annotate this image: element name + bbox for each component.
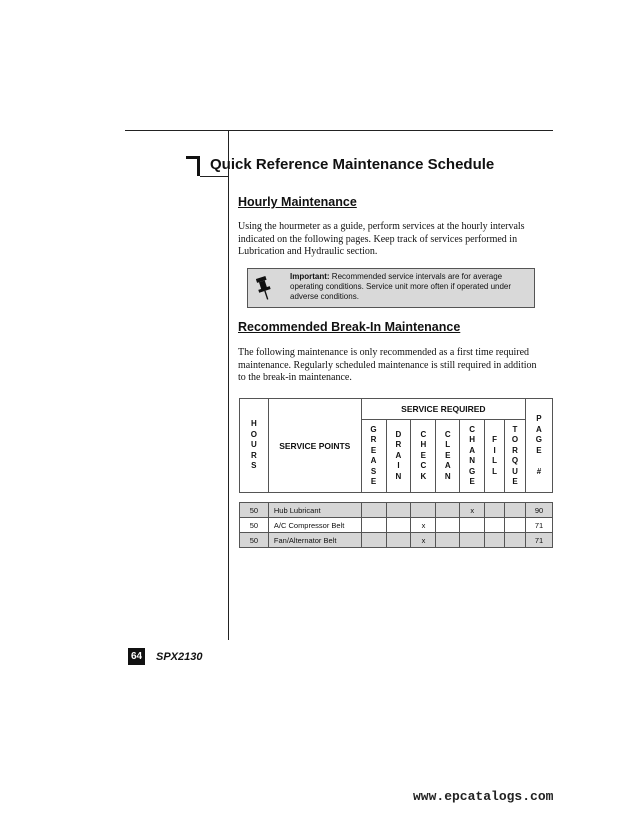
row-mark: x — [460, 503, 485, 518]
breakin-line-3: to the break-in maintenance. — [238, 372, 352, 383]
service-points-header: SERVICE POINTS — [268, 399, 361, 493]
page-number-badge: 64 — [128, 648, 145, 665]
table-row — [240, 503, 553, 518]
col-grease: G R E A S E — [361, 420, 386, 493]
col-drain: D R A I N — [386, 420, 411, 493]
row-mark: x — [411, 518, 436, 533]
important-text-2: operating conditions. Service unit more often if operated under — [290, 282, 512, 291]
breakin-heading: Recommended Break-In Maintenance — [238, 320, 461, 334]
hourly-line-3: Lubrication and Hydraulic section. — [238, 246, 378, 257]
watermark-url: www.epcatalogs.com — [413, 789, 554, 804]
row-mark — [485, 533, 505, 548]
row-mark — [460, 533, 485, 548]
hourly-paragraph — [238, 221, 538, 259]
important-text — [290, 272, 530, 302]
service-required-header: SERVICE REQUIRED — [361, 399, 525, 420]
row-service-point: Fan/Alternator Belt — [268, 533, 361, 548]
breakin-paragraph — [238, 347, 538, 385]
breakin-line-1: The following maintenance is only recommended as a first time required — [238, 347, 530, 358]
row-mark — [361, 533, 386, 548]
row-mark — [386, 533, 411, 548]
row-mark — [505, 503, 526, 518]
col-clean: C L E A N — [436, 420, 460, 493]
row-mark — [386, 518, 411, 533]
table-row — [240, 518, 553, 533]
important-label: Important: — [290, 272, 330, 281]
title-underline — [200, 176, 228, 177]
col-torque: T O R Q U E — [505, 420, 526, 493]
row-mark — [361, 518, 386, 533]
page-label: P A G E — [535, 414, 543, 455]
row-mark — [485, 518, 505, 533]
page-header — [526, 399, 553, 493]
row-mark — [436, 518, 460, 533]
table-spacer — [240, 493, 553, 503]
col-fill: F I L L — [485, 420, 505, 493]
row-mark — [505, 533, 526, 548]
row-mark: x — [411, 533, 436, 548]
row-hours: 50 — [240, 518, 269, 533]
hourly-line-1: Using the hourmeter as a guide, perform services at the hourly intervals — [238, 221, 525, 232]
row-mark — [485, 503, 505, 518]
title-bracket — [186, 156, 200, 176]
row-mark — [436, 533, 460, 548]
important-note — [247, 268, 535, 308]
row-mark — [361, 503, 386, 518]
page-hash: # — [536, 466, 542, 476]
hours-header: H O U R S — [240, 399, 269, 493]
row-mark — [386, 503, 411, 518]
col-check: C H E C K — [411, 420, 436, 493]
row-page: 90 — [526, 503, 553, 518]
row-service-point: A/C Compressor Belt — [268, 518, 361, 533]
hourly-line-2: indicated on the following pages. Keep track of services performed in — [238, 233, 518, 245]
vertical-rule — [228, 131, 229, 640]
model-name: SPX2130 — [156, 651, 203, 663]
row-service-point: Hub Lubricant — [268, 503, 361, 518]
page-title: Quick Reference Maintenance Schedule — [210, 156, 495, 173]
col-change: C H A N G E — [460, 420, 485, 493]
row-hours: 50 — [240, 503, 269, 518]
row-mark — [411, 503, 436, 518]
row-page: 71 — [526, 533, 553, 548]
hourly-heading: Hourly Maintenance — [238, 195, 357, 209]
table-row — [240, 533, 553, 548]
pushpin-icon — [256, 275, 272, 301]
row-mark — [460, 518, 485, 533]
row-mark — [505, 518, 526, 533]
maintenance-table — [239, 398, 553, 548]
top-rule — [125, 130, 553, 131]
important-text-3: adverse conditions. — [290, 292, 359, 301]
important-text-1: Recommended service intervals are for average — [329, 272, 503, 281]
row-hours: 50 — [240, 533, 269, 548]
row-mark — [436, 503, 460, 518]
breakin-line-2: maintenance. Regularly scheduled maintenance is still required in addition — [238, 359, 537, 371]
row-page: 71 — [526, 518, 553, 533]
